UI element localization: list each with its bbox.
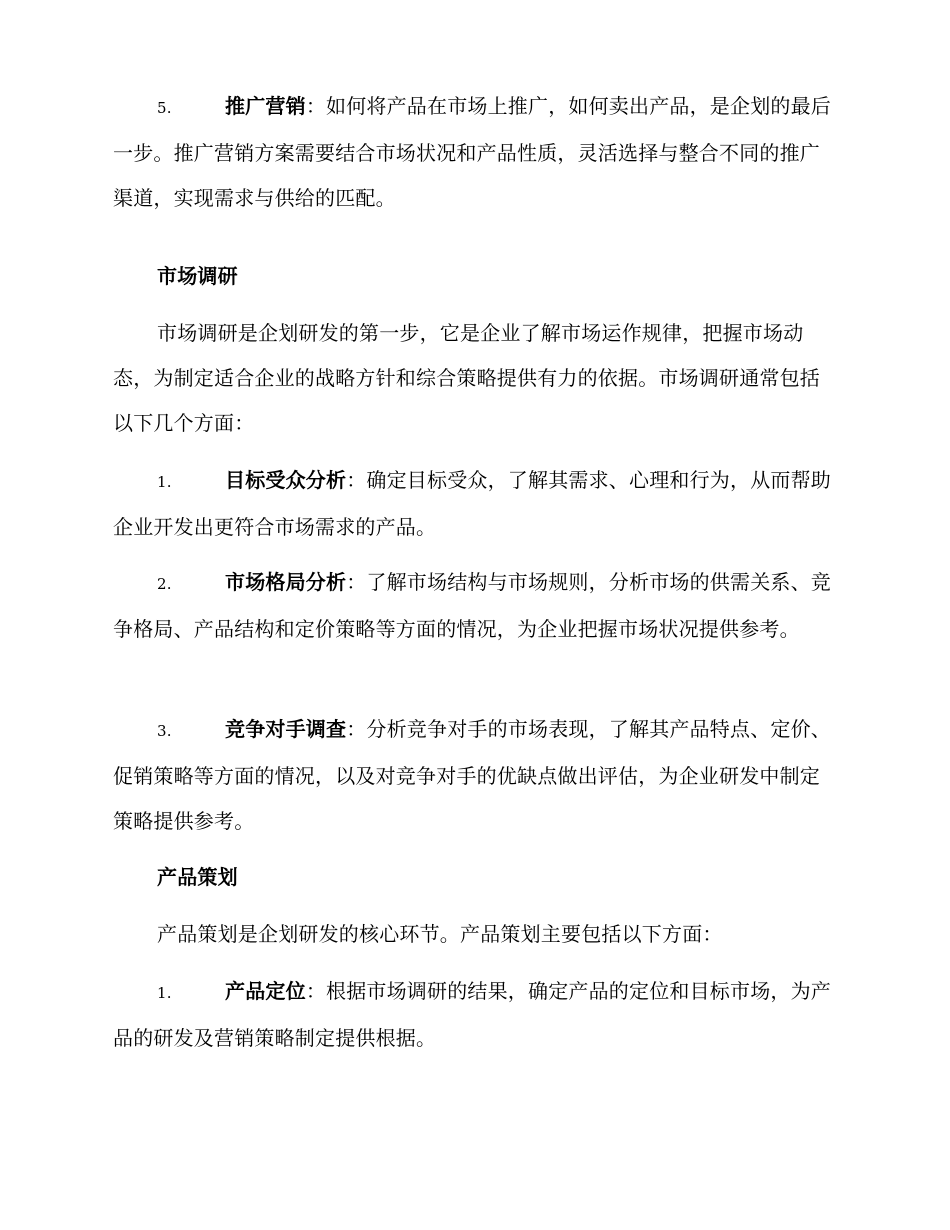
list-item-text: ：根据市场调研的结果，确定产品的定位和目标市场，为产品的研发及营销策略制定提供根据。 xyxy=(113,979,832,1050)
paragraph-market-research-intro: 市场调研是企划研发的第一步，它是企业了解市场运作规律，把握市场动态，为制定适合企业的战略方针和综合策略提供有力的依据。市场调研通常包括以下几个方面： xyxy=(113,321,820,435)
list-item-term: 市场格局分析 xyxy=(225,570,347,594)
paragraph-product-planning-intro: 产品策划是企划研发的核心环节。产品策划主要包括以下方面： xyxy=(157,922,723,946)
list-item-market-structure xyxy=(113,560,833,652)
list-item-term: 目标受众分析 xyxy=(225,468,347,492)
list-number: 2. xyxy=(157,575,172,593)
list-number: 5. xyxy=(157,99,172,117)
list-item-promotion xyxy=(113,84,833,221)
list-item-text: ：确定目标受众，了解其需求、心理和行为，从而帮助企业开发出更符合市场需求的产品。 xyxy=(113,468,832,539)
list-number: 1. xyxy=(157,984,172,1002)
list-item-positioning xyxy=(113,969,833,1061)
list-item-term: 推广营销 xyxy=(225,94,306,118)
list-item-text: ：如何将产品在市场上推广，如何卖出产品，是企划的最后一步。推广营销方案需要结合市场状况和产品性质，灵活选择与整合不同的推广渠道，实现需求与供给的匹配。 xyxy=(113,94,832,210)
list-number: 3. xyxy=(157,722,172,740)
list-number: 1. xyxy=(157,473,172,491)
section-heading-product-planning: 产品策划 xyxy=(157,865,238,889)
list-item-competitor xyxy=(113,707,833,844)
list-item-text: ：了解市场结构与市场规则，分析市场的供需关系、竞争格局、产品结构和定价策略等方面的情况，为企业把握市场状况提供参考。 xyxy=(113,570,832,641)
list-item-term: 竞争对手调查 xyxy=(225,717,347,741)
list-item-text: ：分析竞争对手的市场表现，了解其产品特点、定价、促销策略等方面的情况，以及对竞争对手的优缺点做出评估，为企业研发中制定策略提供参考。 xyxy=(113,717,832,833)
list-item-term: 产品定位 xyxy=(225,979,306,1003)
list-item-target-audience xyxy=(113,458,833,550)
section-heading-market-research: 市场调研 xyxy=(157,264,238,288)
